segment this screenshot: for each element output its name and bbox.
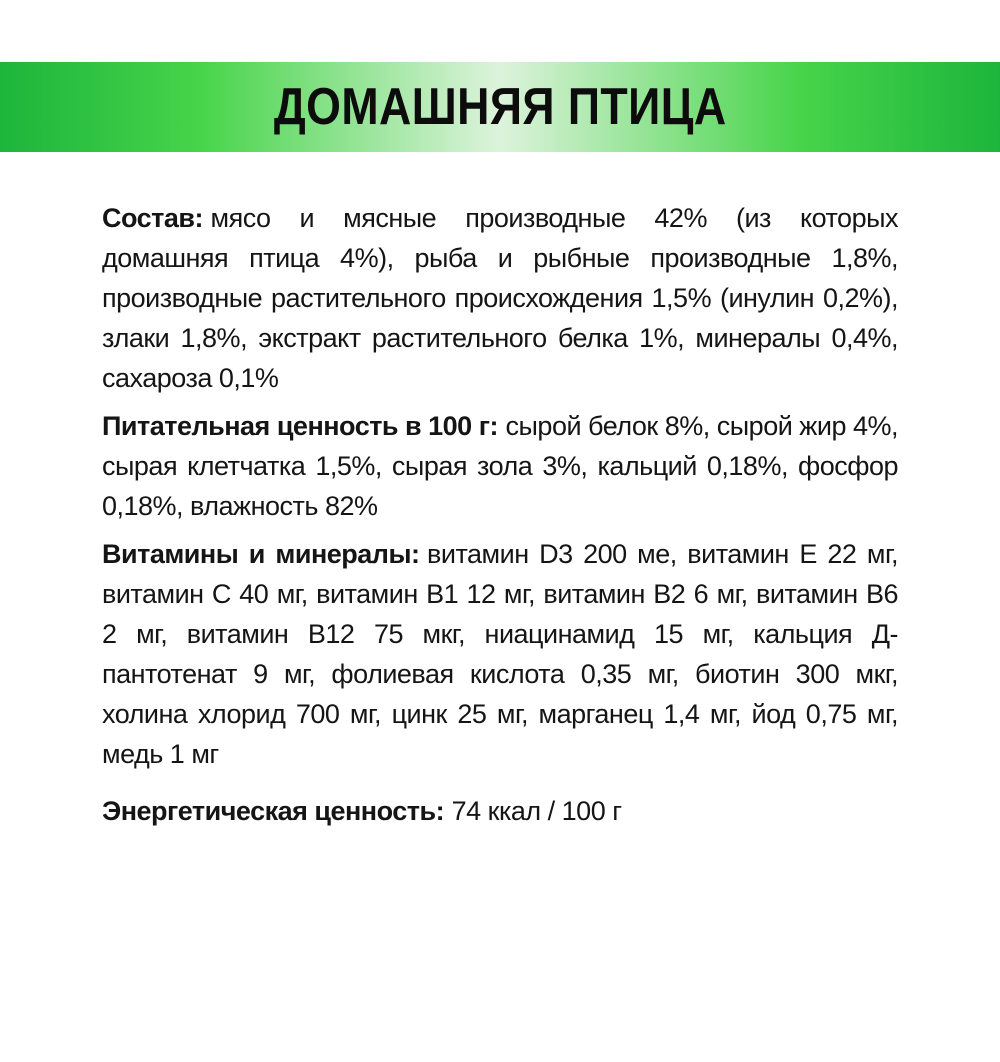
section-composition	[102, 198, 898, 398]
composition-label: Состав:	[102, 203, 203, 233]
vitamins-label: Витамины и минералы:	[102, 539, 420, 569]
product-info-label	[0, 62, 1000, 831]
vitamins-text: витамин D3 200 ме, витамин E 22 мг, витамин C 40 мг, витамин B1 12 мг, витамин B2 6 мг, витамин B6 2 мг, витамин B12 75 мкг, ниацинамид 15 мг, кальция Д-пантотенат 9 мг, фолиевая кислота 0,35 мг, биотин 300 мкг, холина хлорид 700 мг, цинк 25 мг, марганец 1,4 мг, йод 0,75 мг, медь 1 мг	[102, 539, 899, 769]
energy-text: 74 ккал / 100 г	[451, 796, 622, 826]
header-banner	[0, 62, 1000, 152]
nutrition-text: сырой белок 8%, сырой жир 4%, сырая клетчатка 1,5%, сырая зола 3%, кальций 0,18%, фосфор 0,18%, влажность 82%	[102, 411, 899, 521]
energy-label: Энергетическая ценность:	[102, 796, 445, 826]
label-content	[0, 198, 1000, 831]
section-vitamins	[102, 534, 898, 774]
composition-text: мясо и мясные производные 42% (из которых домашняя птица 4%), рыба и рыбные производные 1,8%, производные растительного происхождения 1,5% (инулин 0,2%), злаки 1,8%, экстракт растительного белка 1%, минералы 0,4%, сахароза 0,1%	[102, 203, 898, 393]
section-nutrition	[102, 406, 898, 526]
page-title: ДОМАШНЯЯ ПТИЦА	[273, 78, 727, 136]
section-energy	[102, 791, 898, 831]
nutrition-label: Питательная ценность в 100 г:	[102, 411, 498, 441]
